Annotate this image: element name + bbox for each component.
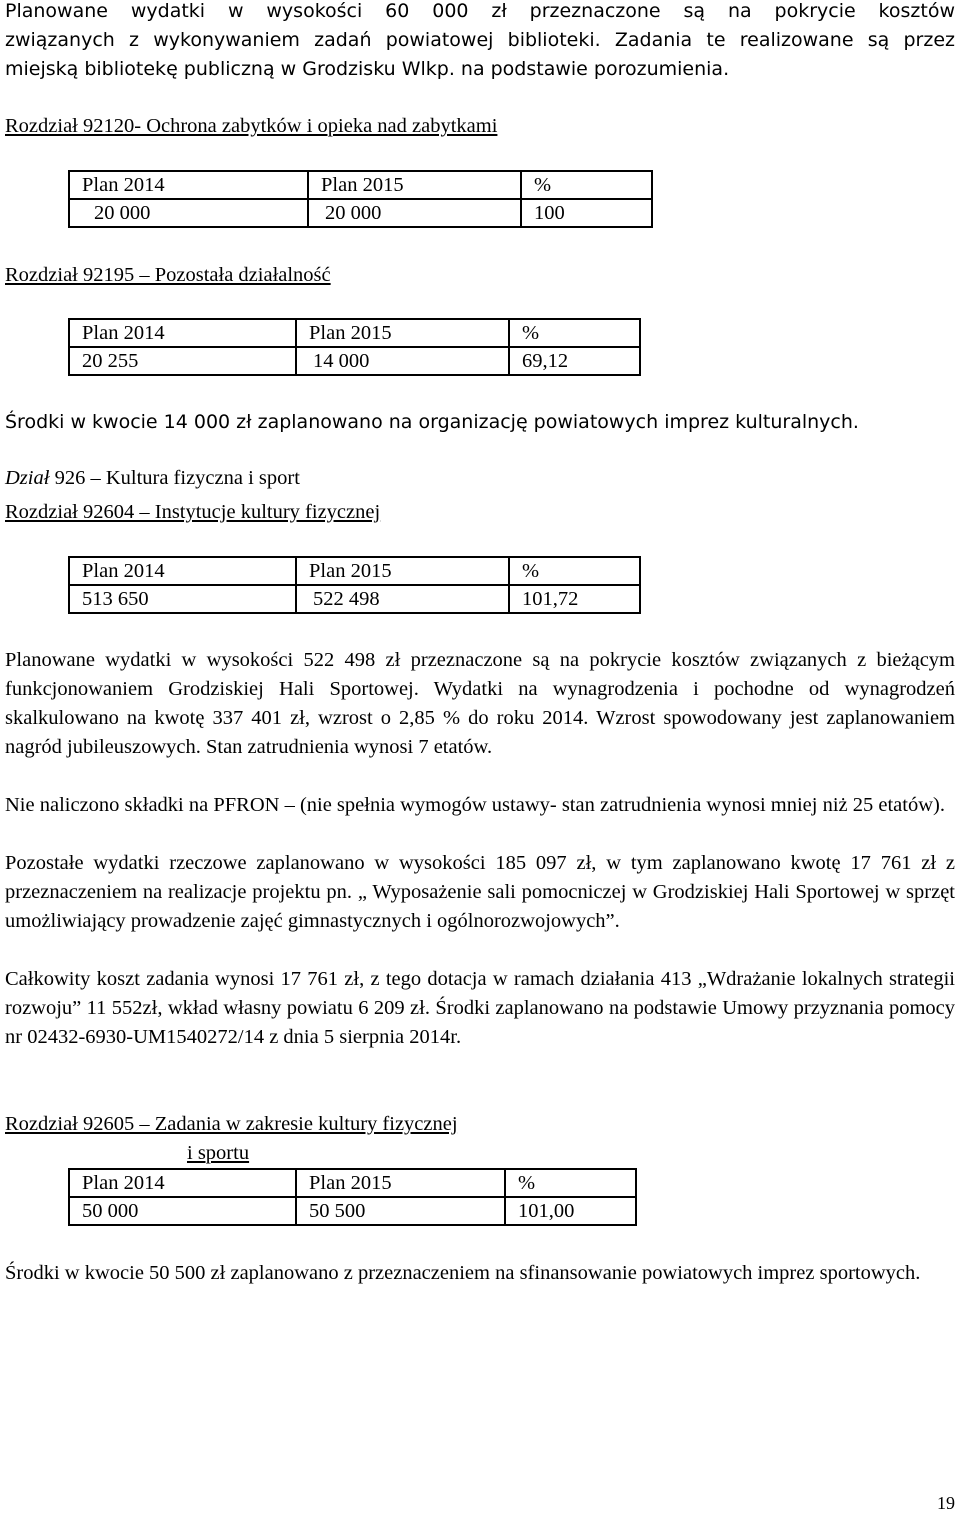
table-row: [69, 585, 640, 613]
section-heading-92195: Rozdział 92195 – Pozostała działalność: [5, 264, 331, 286]
dzial-prefix: Dział: [5, 467, 50, 489]
header-percent: %: [509, 557, 640, 585]
header-plan-2015: Plan 2015: [296, 1169, 505, 1197]
paragraph-92604-project-cost: Całkowity koszt zadania wynosi 17 761 zł, z tego dotacja w ramach działania 413 „Wdrażanie lokalnych strategii rozwoju” 11 552zł, wkład własny powiatu 6 209 zł. Środki zaplanowano na podstawie Umowy przyznania pomocy nr 02432-6930-UM1540272/14 z dnia 5 sierpnia 2014r.: [5, 968, 955, 1048]
header-plan-2014: Plan 2014: [69, 557, 296, 585]
page-number: 19: [937, 1493, 955, 1513]
section-heading-92604: Rozdział 92604 – Instytucje kultury fizycznej: [5, 501, 381, 523]
table-header-row: [69, 557, 640, 585]
section-heading-92120: Rozdział 92120- Ochrona zabytków i opieka nad zabytkami: [5, 115, 498, 137]
header-plan-2015: Plan 2015: [296, 319, 509, 347]
header-plan-2014: Plan 2014: [69, 1169, 296, 1197]
section-heading-92605-cont: i sportu: [187, 1142, 250, 1164]
value-plan-2014: 513 650: [69, 585, 296, 613]
table-header-row: [69, 171, 652, 199]
value-plan-2015: 20 000: [308, 199, 521, 227]
note-92195: Środki w kwocie 14 000 zł zaplanowano na organizację powiatowych imprez kulturalnych.: [5, 411, 859, 433]
value-plan-2014: 20 255: [69, 347, 296, 375]
table-header-row: [69, 319, 640, 347]
table-92605: [68, 1168, 637, 1226]
section-heading-92605: Rozdział 92605 – Zadania w zakresie kultury fizycznej: [5, 1113, 458, 1135]
value-plan-2014: 20 000: [69, 199, 308, 227]
paragraph-92604-pfron: Nie naliczono składki na PFRON – (nie spełnia wymogów ustawy- stan zatrudnienia wynosi mniej niż 25 etatów).: [5, 794, 945, 816]
header-plan-2015: Plan 2015: [308, 171, 521, 199]
table-row: [69, 347, 640, 375]
header-percent: %: [521, 171, 652, 199]
header-percent: %: [505, 1169, 636, 1197]
value-percent: 101,72: [509, 585, 640, 613]
table-row: [69, 1197, 636, 1225]
header-plan-2015: Plan 2015: [296, 557, 509, 585]
value-percent: 101,00: [505, 1197, 636, 1225]
value-plan-2014: 50 000: [69, 1197, 296, 1225]
section-heading-dzial-926: [5, 464, 955, 493]
value-plan-2015: 14 000: [296, 347, 509, 375]
paragraph-92604-other-expenses: Pozostałe wydatki rzeczowe zaplanowano w wysokości 185 097 zł, w tym zaplanowano kwotę 17 761 zł z przeznaczeniem na realizacje projektu pn. „ Wyposażenie sali pomocniczej w Grodziskiej Hali Sportowej w sprzęt umożliwiający prowadzenie zajęć gimnastycznych i ogólnorozwojowych”.: [5, 852, 955, 932]
value-plan-2015: 522 498: [296, 585, 509, 613]
intro-line-2: związanych z wykonywaniem zadań powiatowej biblioteki. Zadania te realizowane są przez: [5, 29, 955, 51]
header-plan-2014: Plan 2014: [69, 319, 296, 347]
paragraph-92604-costs: Planowane wydatki w wysokości 522 498 zł przeznaczone są na pokrycie kosztów związanych z bieżącym funkcjonowaniem Grodziskiej Hali Sportowej. Wydatki na wynagrodzenia i pochodne od wynagrodzeń skalkulowano na kwotę 337 401 zł, wzrost o 2,85 % do roku 2014. Wzrost spowodowany jest zaplanowaniem nagród jubileuszowych. Stan zatrudnienia wynosi 7 etatów.: [5, 649, 955, 758]
table-header-row: [69, 1169, 636, 1197]
intro-line-1: Planowane wydatki w wysokości 60 000 zł przeznaczone są na pokrycie kosztów: [5, 0, 955, 22]
note-92605: Środki w kwocie 50 500 zł zaplanowano z przeznaczeniem na sfinansowanie powiatowych imprez sportowych.: [5, 1262, 921, 1284]
table-92195: [68, 318, 641, 376]
intro-line-3: miejską bibliotekę publiczną w Grodzisku Wlkp. na podstawie porozumienia.: [5, 58, 730, 80]
table-92120: [68, 170, 653, 228]
value-percent: 100: [521, 199, 652, 227]
value-plan-2015: 50 500: [296, 1197, 505, 1225]
value-percent: 69,12: [509, 347, 640, 375]
header-plan-2014: Plan 2014: [69, 171, 308, 199]
dzial-title: 926 – Kultura fizyczna i sport: [49, 467, 300, 489]
table-92604: [68, 556, 641, 614]
table-row: [69, 199, 652, 227]
header-percent: %: [509, 319, 640, 347]
